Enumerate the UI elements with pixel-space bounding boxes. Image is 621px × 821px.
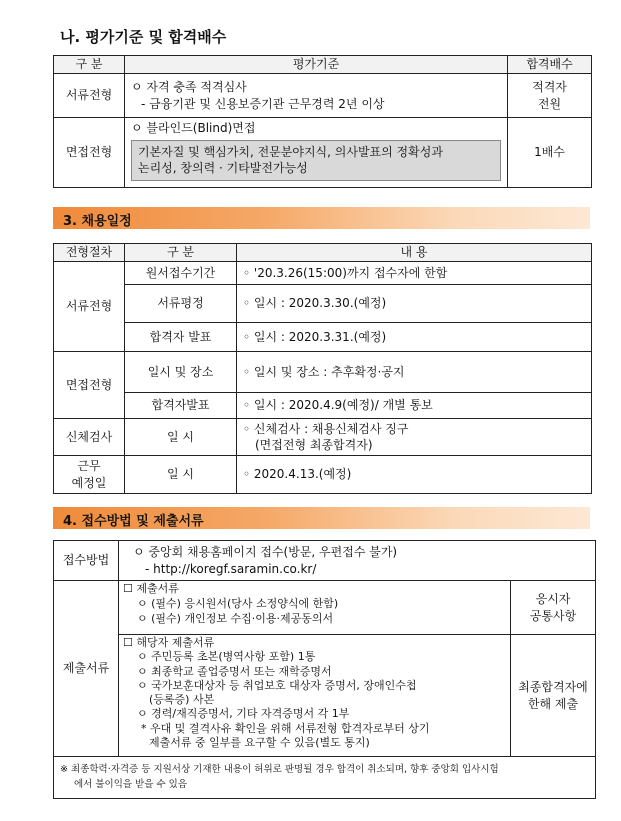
- stage-physical: 신체검사: [54, 419, 125, 456]
- docs-line: ㅇ 최종학교 졸업증명서 또는 재학증명서: [137, 664, 332, 678]
- sub-item: 서류평정: [125, 285, 237, 323]
- docs-group-conditional: [119, 635, 511, 757]
- row-interview-criteria: [125, 118, 508, 188]
- header-multiple: 합격배수: [508, 56, 592, 74]
- header-criteria: 평가기준: [125, 56, 508, 74]
- content-item: ◦ 일시 : 2020.3.31.(예정): [237, 323, 592, 352]
- target-line: 최종합격자에: [518, 680, 588, 695]
- content-item: ◦ 일시 및 장소 : 추후확정·공지: [237, 352, 592, 393]
- section-na-title: 나. 평가기준 및 합격배수: [60, 28, 227, 46]
- docs-line: ㅇ (필수) 응시원서(당사 소정양식에 한함): [137, 596, 339, 610]
- docs-heading: ☐ 해당자 제출서류: [123, 636, 215, 649]
- content-line: (면접전형 최종합격자): [255, 438, 373, 452]
- sub-item: 일 시: [125, 419, 237, 456]
- docs-line: * 우대 및 결격사유 확인을 위해 서류전형 합격자로부터 상기: [141, 721, 430, 735]
- criteria-line: ㅇ 블라인드(Blind)면접: [131, 121, 256, 135]
- header-stage: 전형절차: [54, 244, 125, 262]
- content-item: [237, 419, 592, 456]
- stage-start-date: [54, 456, 125, 494]
- notice-line: 에서 불이익을 받을 수 있음: [74, 778, 188, 790]
- docs-line: ㅇ 경력/재직증명서, 기타 자격증명서 각 1부: [137, 707, 350, 721]
- notice-line: ※ 최종학력·자격증 등 지원서상 기재한 내용이 허위로 판명될 경우 합격이 취소되며, 향후 중앙회 입사시험: [60, 763, 499, 775]
- stage-line: 근무: [77, 459, 101, 474]
- sub-item: 원서접수기간: [125, 262, 237, 285]
- schedule-table: [53, 243, 592, 494]
- docs-target-final: [511, 635, 596, 757]
- method-content: [119, 541, 596, 581]
- section4-bar: [53, 507, 590, 529]
- docs-line: ㅇ (필수) 개인정보 수집·이용·제공동의서: [137, 611, 334, 625]
- content-item: ◦ 일시 : 2020.4.9(예정)/ 개별 통보: [237, 393, 592, 419]
- multiple-line: 적격자: [532, 80, 567, 95]
- method-line: - http://koregf.saramin.co.kr/: [145, 561, 317, 576]
- row-interview-multiple: 1배수: [508, 118, 592, 188]
- stage-document: 서류전형: [54, 262, 125, 352]
- docs-line: ㅇ 주민등록 초본(병역사항 포함) 1통: [137, 650, 316, 664]
- sub-item: 합격자발표: [125, 393, 237, 419]
- docs-target-common: [511, 581, 596, 635]
- criteria-highlight-box: [131, 140, 501, 180]
- row-interview-label: 면접전형: [54, 118, 125, 188]
- multiple-line: 전원: [537, 96, 562, 111]
- content-item: ◦ 일시 : 2020.3.30.(예정): [237, 285, 592, 323]
- section3-bar: [53, 207, 590, 229]
- target-line: 응시자: [535, 592, 571, 607]
- content-item: ◦ 2020.4.13.(예정): [237, 456, 592, 494]
- docs-line: 제출서류 중 일부를 요구할 수 있음(별도 통지): [149, 736, 370, 750]
- method-line: ㅇ 중앙회 채용홈페이지 접수(방문, 우편접수 불가): [133, 545, 398, 560]
- header-category: 구 분: [54, 56, 125, 74]
- sub-item: 일 시: [125, 456, 237, 494]
- notice: [54, 757, 596, 799]
- target-line: 공통사항: [529, 608, 577, 623]
- target-line: 한해 제출: [527, 696, 579, 711]
- stage-line: 예정일: [71, 475, 107, 490]
- method-label: 접수방법: [54, 541, 119, 581]
- docs-line: ㅇ 국가보훈대상자 등 취업보호 대상자 증명서, 장애인수첩: [137, 678, 417, 692]
- criteria-box-line: 기본자질 및 핵심가치, 전문분야지식, 의사발표의 정확성과: [138, 145, 443, 160]
- docs-heading: ☐ 제출서류: [123, 582, 179, 595]
- criteria-box-line: 논리성, 창의력 · 기타발전가능성: [138, 161, 308, 176]
- content-line: ◦ 신체검사 : 채용신체검사 징구: [243, 421, 409, 436]
- row-document-screening-label: 서류전형: [54, 74, 125, 118]
- docs-label: 제출서류: [54, 581, 119, 757]
- row-document-screening-criteria: [125, 74, 508, 118]
- header-sub: 구 분: [125, 244, 237, 262]
- section3-title: 3. 채용일정: [63, 214, 132, 229]
- criteria-line: - 금융기관 및 신용보증기관 근무경력 2년 이상: [141, 96, 385, 111]
- sub-item: 일시 및 장소: [125, 352, 237, 393]
- docs-line: (등록증) 사본: [149, 693, 215, 707]
- header-content: 내 용: [237, 244, 592, 262]
- row-document-screening-multiple: [508, 74, 592, 118]
- evaluation-table: [53, 55, 592, 188]
- criteria-line: ㅇ 자격 충족 적격심사: [131, 80, 247, 95]
- submission-table: [53, 540, 596, 799]
- section4-title: 4. 접수방법 및 제출서류: [63, 514, 204, 529]
- sub-item: 합격자 발표: [125, 323, 237, 352]
- content-item: ◦ '20.3.26(15:00)까지 접수자에 한함: [237, 262, 592, 285]
- stage-interview: 면접전형: [54, 352, 125, 419]
- docs-group-common: [119, 581, 511, 635]
